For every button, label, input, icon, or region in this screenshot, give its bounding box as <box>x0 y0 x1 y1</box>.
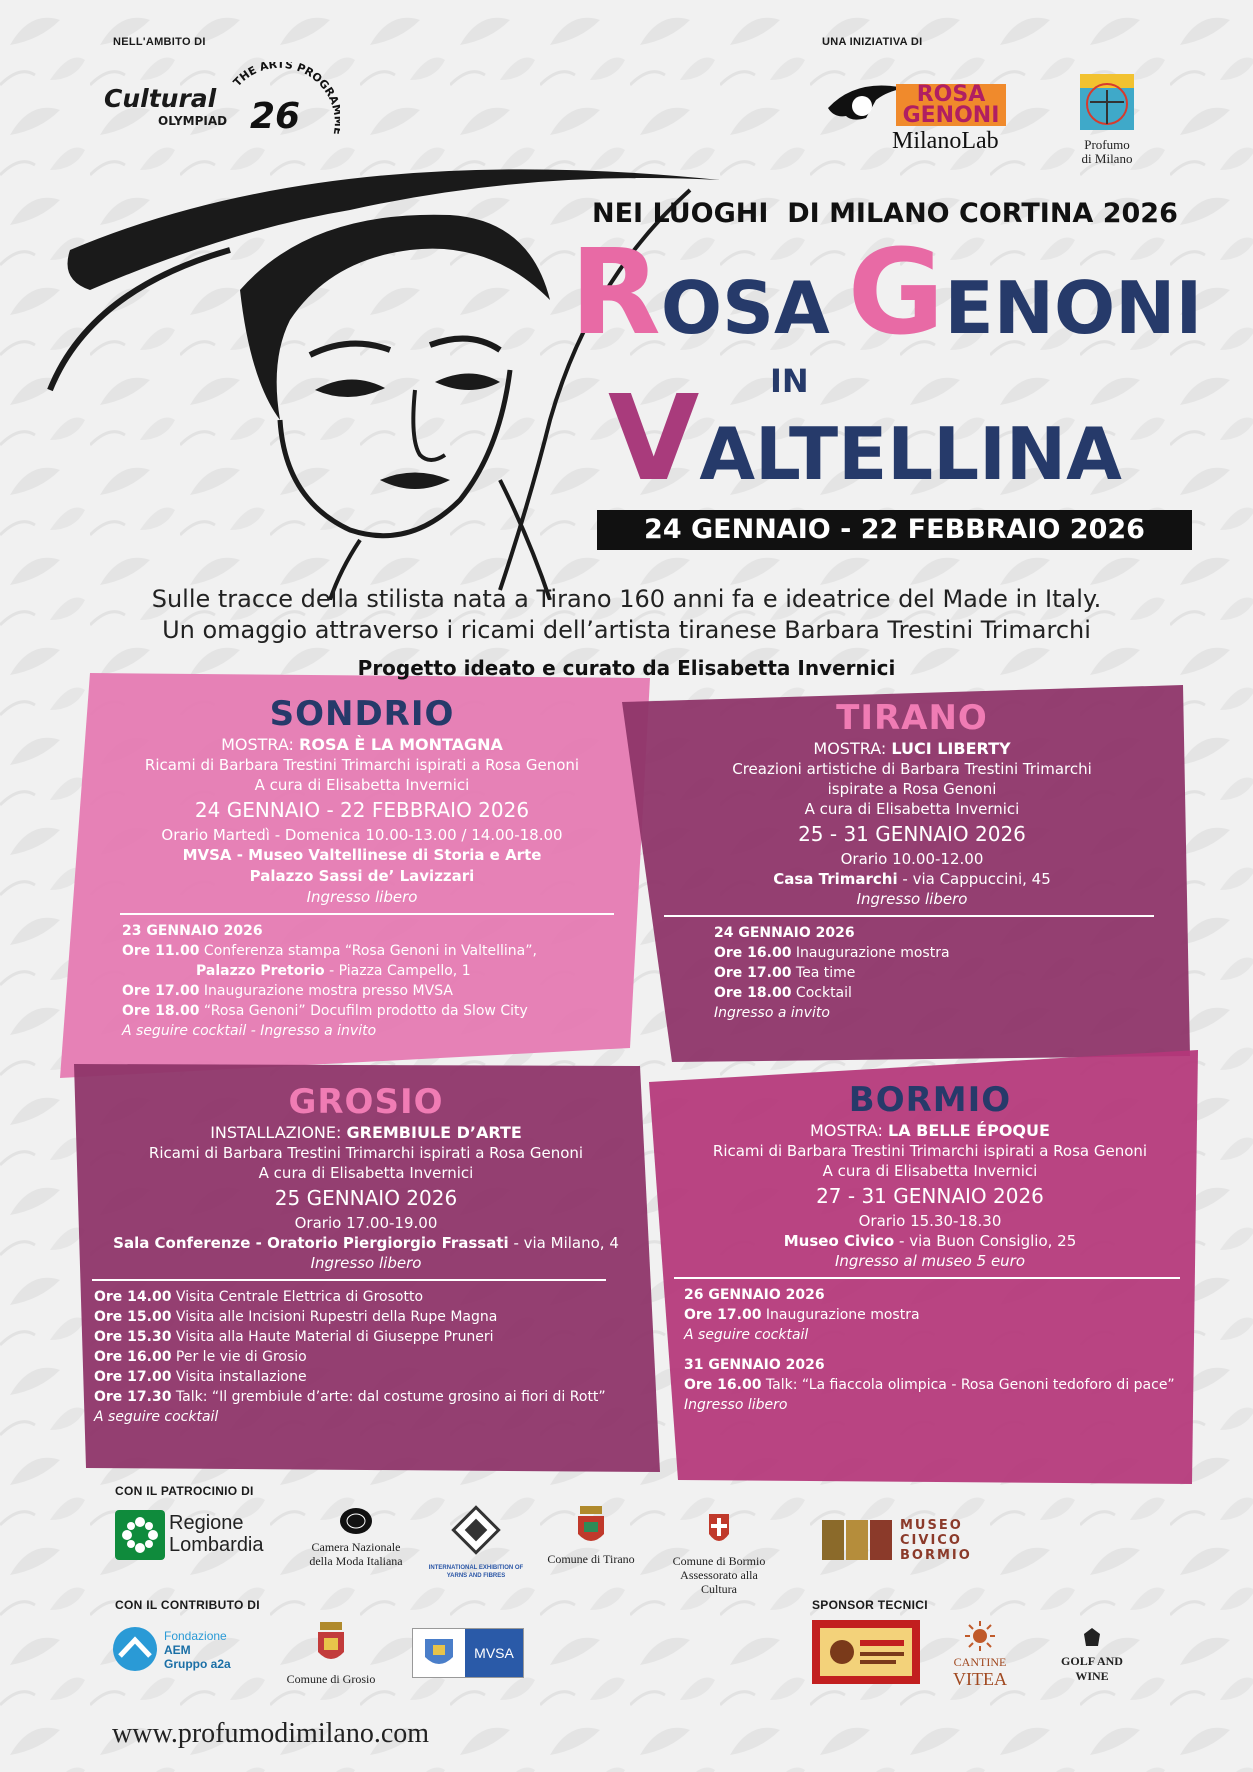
title-altellina: ALTELLINA <box>699 412 1122 496</box>
list-item <box>94 1327 646 1347</box>
patronage-label: CON IL PATROCINIO DI <box>115 1484 254 1498</box>
sondrio-p3-time: Ore 18.00 <box>122 1003 200 1019</box>
grosio-crest-icon <box>314 1620 348 1668</box>
sondrio-p1-address: - Piazza Campello, 1 <box>324 963 471 979</box>
bormio-d1-time: Ore 17.00 <box>684 1307 762 1323</box>
camera-line1: Camera Nazionale <box>311 1540 401 1554</box>
list-item <box>94 1367 646 1387</box>
fondazione-aem-logo <box>112 1626 252 1676</box>
grosio-item-time: Ore 16.00 <box>94 1349 172 1365</box>
cultural-script: Cultural <box>104 84 217 113</box>
museo-civico-bormio-logo <box>822 1518 982 1562</box>
grosio-city: GROSIO <box>288 1082 444 1122</box>
tirano-exhibition-name: LUCI LIBERTY <box>891 739 1011 758</box>
sun-icon <box>963 1620 997 1652</box>
grosio-dates: 25 GENNAIO 2026 <box>274 1186 458 1210</box>
tirano-p2-text: Tea time <box>795 965 856 981</box>
bormio-curated: A cura di Elisabetta Invernici <box>822 1162 1038 1180</box>
sondrio-desc: Ricami di Barbara Trestini Trimarchi ispirati a Rosa Genoni <box>144 756 580 774</box>
camera-moda-circle-icon <box>338 1506 374 1536</box>
title-osa: OSA <box>660 266 830 350</box>
profumo-line1: Profumo <box>1084 137 1130 152</box>
svg-text:THE ARTS PROGRAMME: THE ARTS PROGRA <box>230 62 340 107</box>
grosio-item-text: Per le vie di Grosio <box>175 1349 307 1365</box>
tirano-p1-text: Inaugurazione mostra <box>795 945 950 961</box>
camera-line2: della Moda Italiana <box>309 1554 403 1568</box>
tirano-comune-text: Comune di Tirano <box>547 1552 635 1566</box>
bormio-exhibition-name: LA BELLE ÉPOQUE <box>888 1121 1050 1140</box>
sondrio-p1-time: Ore 11.00 <box>122 943 200 959</box>
tirano-venue: Casa Trimarchi <box>773 870 898 888</box>
rg-logo-rosa: ROSA <box>916 82 986 107</box>
list-item <box>94 1387 646 1407</box>
museo-line1: MUSEO <box>900 1518 963 1533</box>
grosio-divider <box>92 1279 606 1281</box>
sondrio-entry: Ingresso libero <box>306 888 418 906</box>
comune-grosio-logo <box>276 1620 386 1687</box>
grosio-venue: Sala Conferenze - Oratorio Piergiorgio Frassati <box>113 1234 509 1252</box>
tirano-dates: 25 - 31 GENNAIO 2026 <box>798 822 1026 846</box>
regione-lombardia-logo <box>115 1510 295 1560</box>
sondrio-p1-text: Conferenza stampa “Rosa Genoni in Valtellina”, <box>203 943 537 959</box>
bormio-venue: Museo Civico <box>783 1232 895 1250</box>
sondrio-panel <box>112 694 612 1041</box>
bormio-divider <box>674 1277 1180 1279</box>
bormio-comune-line1: Comune di Bormio <box>672 1554 766 1568</box>
bormio-type: MOSTRA: <box>810 1121 883 1140</box>
list-item <box>94 1347 646 1367</box>
sponsor-context-label: NELL'AMBITO DI <box>113 36 206 48</box>
title-g: G <box>847 223 945 361</box>
sondrio-divider <box>120 913 614 915</box>
tirano-divider <box>664 915 1154 917</box>
tirano-p1-time: Ore 16.00 <box>714 945 792 961</box>
grosio-item-text: Visita alle Incisioni Rupestri della Rupe Magna <box>175 1309 498 1325</box>
cultural-olympiad-logo <box>100 62 340 172</box>
bormio-d2-time: Ore 16.00 <box>684 1377 762 1393</box>
intro-line-2: Un omaggio attraverso i ricami dell’artista tiranese Barbara Trestini Trimarchi <box>162 616 1091 644</box>
sondrio-venue-2: Palazzo Sassi de’ Lavizzari <box>249 867 475 885</box>
bormio-dates: 27 - 31 GENNAIO 2026 <box>816 1184 1044 1208</box>
grosio-item-text: Talk: “Il grembiule d’arte: dal costume grosino ai fiori di Rott” <box>175 1389 606 1405</box>
intro-line-1: Sulle tracce della stilista nata a Tirano 160 anni fa e ideatrice del Made in Italy. <box>151 585 1102 613</box>
grosio-item-text: Visita installazione <box>175 1369 307 1385</box>
bormio-date-1: 26 GENNAIO 2026 <box>684 1287 825 1303</box>
tirano-city: TIRANO <box>836 698 988 738</box>
contribution-label: CON IL CONTRIBUTO DI <box>115 1598 260 1612</box>
sondrio-type: MOSTRA: <box>221 735 294 754</box>
bormio-d1-note: A seguire cocktail <box>684 1327 809 1343</box>
golf-text: GOLF AND WINE <box>1061 1654 1123 1683</box>
title-rosa-genoni <box>570 223 1203 364</box>
grosio-item-time: Ore 17.00 <box>94 1369 172 1385</box>
bormio-d1-text: Inaugurazione mostra <box>765 1307 920 1323</box>
grosio-entry: Ingresso libero <box>310 1254 422 1272</box>
tirano-hours: Orario 10.00-12.00 <box>840 850 984 868</box>
mvsa-text: MVSA <box>465 1629 523 1677</box>
comune-bormio-logo <box>664 1510 774 1596</box>
tirano-program-date: 24 GENNAIO 2026 <box>714 925 855 941</box>
bormio-crest-icon <box>697 1510 741 1550</box>
aem-line1: Fondazione <box>164 1629 227 1643</box>
grosio-item-time: Ore 14.00 <box>94 1289 172 1305</box>
list-item <box>94 1307 646 1327</box>
date-banner: 24 GENNAIO - 22 FEBBRAIO 2026 <box>597 510 1192 550</box>
tirano-desc-1: Creazioni artistiche di Barbara Trestini Trimarchi <box>732 760 1092 778</box>
grosio-curated: A cura di Elisabetta Invernici <box>258 1164 474 1182</box>
title-kicker: NEI LUOGHI DI MILANO CORTINA 2026 <box>592 198 1178 229</box>
regione-rose-icon <box>115 1510 165 1560</box>
grosio-item-text: Visita alla Haute Material di Giuseppe Pruneri <box>175 1329 494 1345</box>
mvsa-logo <box>412 1628 524 1678</box>
bormio-d2-text: Talk: “La fiaccola olimpica - Rosa Genoni tedoforo di pace” <box>765 1377 1175 1393</box>
grosio-item-text: Visita Centrale Elettrica di Grosotto <box>175 1289 424 1305</box>
sondrio-city: SONDRIO <box>269 694 455 734</box>
cantine-line2: VITEA <box>953 1669 1007 1689</box>
sondrio-p2-text: Inaugurazione mostra presso MVSA <box>203 983 453 999</box>
tirano-p3-text: Cocktail <box>795 985 852 1001</box>
yarns-text: INTERNATIONAL EXHIBITION OF YARNS AND FIBRES <box>428 1565 524 1579</box>
grosio-exhibition-name: GREMBIULE D’ARTE <box>346 1123 522 1142</box>
title-r: R <box>570 223 661 361</box>
title-enoni: ENONI <box>944 266 1203 350</box>
bormio-entry: Ingresso al museo 5 euro <box>834 1252 1026 1270</box>
sondrio-exhibition-name: ROSA È LA MONTAGNA <box>299 735 503 754</box>
tirano-note: Ingresso a invito <box>714 1005 830 1021</box>
aem-line3: Gruppo a2a <box>164 1657 231 1671</box>
tirano-address: - via Cappuccini, 45 <box>897 870 1051 888</box>
rg-logo-milanolab: MilanoLab <box>892 128 999 154</box>
tirano-curated: A cura di Elisabetta Invernici <box>804 800 1020 818</box>
bormio-date-2: 31 GENNAIO 2026 <box>684 1357 825 1373</box>
golf-and-wine-logo <box>1046 1626 1138 1684</box>
profumo-di-milano-logo <box>1072 72 1142 172</box>
olympiad-text: OLYMPIAD <box>158 114 228 128</box>
grosio-note: A seguire cocktail <box>94 1409 219 1425</box>
comune-tirano-logo <box>536 1504 646 1567</box>
profumo-line2: di Milano <box>1081 151 1133 166</box>
bormio-d2-note: Ingresso libero <box>684 1397 788 1413</box>
tirano-crest-icon <box>574 1504 608 1548</box>
sondrio-p2-time: Ore 17.00 <box>122 983 200 999</box>
yarns-exhibition-logo <box>428 1500 524 1580</box>
museo-line2: CIVICO <box>900 1533 962 1548</box>
grosio-desc: Ricami di Barbara Trestini Trimarchi ispirati a Rosa Genoni <box>148 1144 584 1162</box>
museo-tiles-icon <box>822 1518 894 1562</box>
bormio-hours: Orario 15.30-18.30 <box>858 1212 1002 1230</box>
sondrio-p3-text: “Rosa Genoni” Docufilm prodotto da Slow City <box>203 1003 528 1019</box>
svg-text:26: 26 <box>250 96 301 137</box>
museo-line3: BORMIO <box>900 1548 972 1563</box>
bormio-city: BORMIO <box>848 1080 1012 1120</box>
website-url[interactable]: www.profumodimilano.com <box>112 1718 430 1749</box>
tirano-type: MOSTRA: <box>813 739 887 758</box>
technical-sponsors-label: SPONSOR TECNICI <box>812 1598 928 1612</box>
sponsor-ticket-logo <box>812 1620 920 1684</box>
bormio-address: - via Buon Consiglio, 25 <box>894 1232 1077 1250</box>
sondrio-curated: A cura di Elisabetta Invernici <box>254 776 470 794</box>
grosio-type: INSTALLAZIONE: <box>210 1123 342 1142</box>
ticket-image-icon <box>812 1620 920 1684</box>
grosio-item-time: Ore 15.00 <box>94 1309 172 1325</box>
regione-line2: Lombardia <box>169 1534 264 1556</box>
aem-mountain-icon <box>112 1626 158 1672</box>
tirano-panel <box>670 698 1154 1023</box>
sondrio-program-date: 23 GENNAIO 2026 <box>122 923 263 939</box>
grosio-item-time: Ore 15.30 <box>94 1329 172 1345</box>
vitruvian-man-icon <box>1072 72 1142 134</box>
bormio-panel <box>680 1080 1180 1415</box>
bormio-comune-line2: Assessorato alla Cultura <box>680 1568 758 1596</box>
title-valtellina <box>608 369 1122 530</box>
grosio-hours: Orario 17.00-19.00 <box>294 1214 438 1232</box>
sondrio-hours: Orario Martedì - Domenica 10.00-13.00 / 14.00-18.00 <box>161 826 563 844</box>
aem-line2: AEM <box>164 1643 191 1657</box>
camera-moda-logo <box>296 1506 416 1568</box>
rg-logo-genoni: GENONI <box>902 103 1000 128</box>
tirano-p2-time: Ore 17.00 <box>714 965 792 981</box>
curator-line: Progetto ideato e curato da Elisabetta Invernici <box>357 656 896 680</box>
title-in: IN <box>770 362 809 400</box>
list-item <box>94 1287 646 1307</box>
grosio-comune-text: Comune di Grosio <box>286 1672 376 1686</box>
yarns-diamond-icon <box>446 1500 506 1560</box>
tirano-desc-2: ispirate a Rosa Genoni <box>827 780 997 798</box>
grosio-panel <box>86 1082 646 1427</box>
title-v: V <box>608 369 700 507</box>
cantine-line1: CANTINE <box>953 1655 1007 1669</box>
regione-line1: Regione <box>169 1512 244 1534</box>
sondrio-note: A seguire cocktail - Ingresso a invito <box>122 1023 377 1039</box>
golf-crest-icon <box>1080 1626 1104 1650</box>
cantine-vitea-logo <box>940 1620 1020 1689</box>
tirano-entry: Ingresso libero <box>856 890 968 908</box>
sondrio-p1-venue: Palazzo Pretorio <box>196 963 325 979</box>
sondrio-venue-1: MVSA - Museo Valtellinese di Storia e Arte <box>182 846 542 864</box>
sondrio-crest-icon <box>421 1635 457 1671</box>
initiative-label: UNA INIZIATIVA DI <box>822 36 923 48</box>
grosio-address: - via Milano, 4 <box>508 1234 619 1252</box>
grosio-item-time: Ore 17.30 <box>94 1389 172 1405</box>
rosa-genoni-milanolab-logo <box>826 78 1056 168</box>
sondrio-dates: 24 GENNAIO - 22 FEBBRAIO 2026 <box>194 798 530 822</box>
tirano-p3-time: Ore 18.00 <box>714 985 792 1001</box>
bormio-desc: Ricami di Barbara Trestini Trimarchi ispirati a Rosa Genoni <box>712 1142 1148 1160</box>
